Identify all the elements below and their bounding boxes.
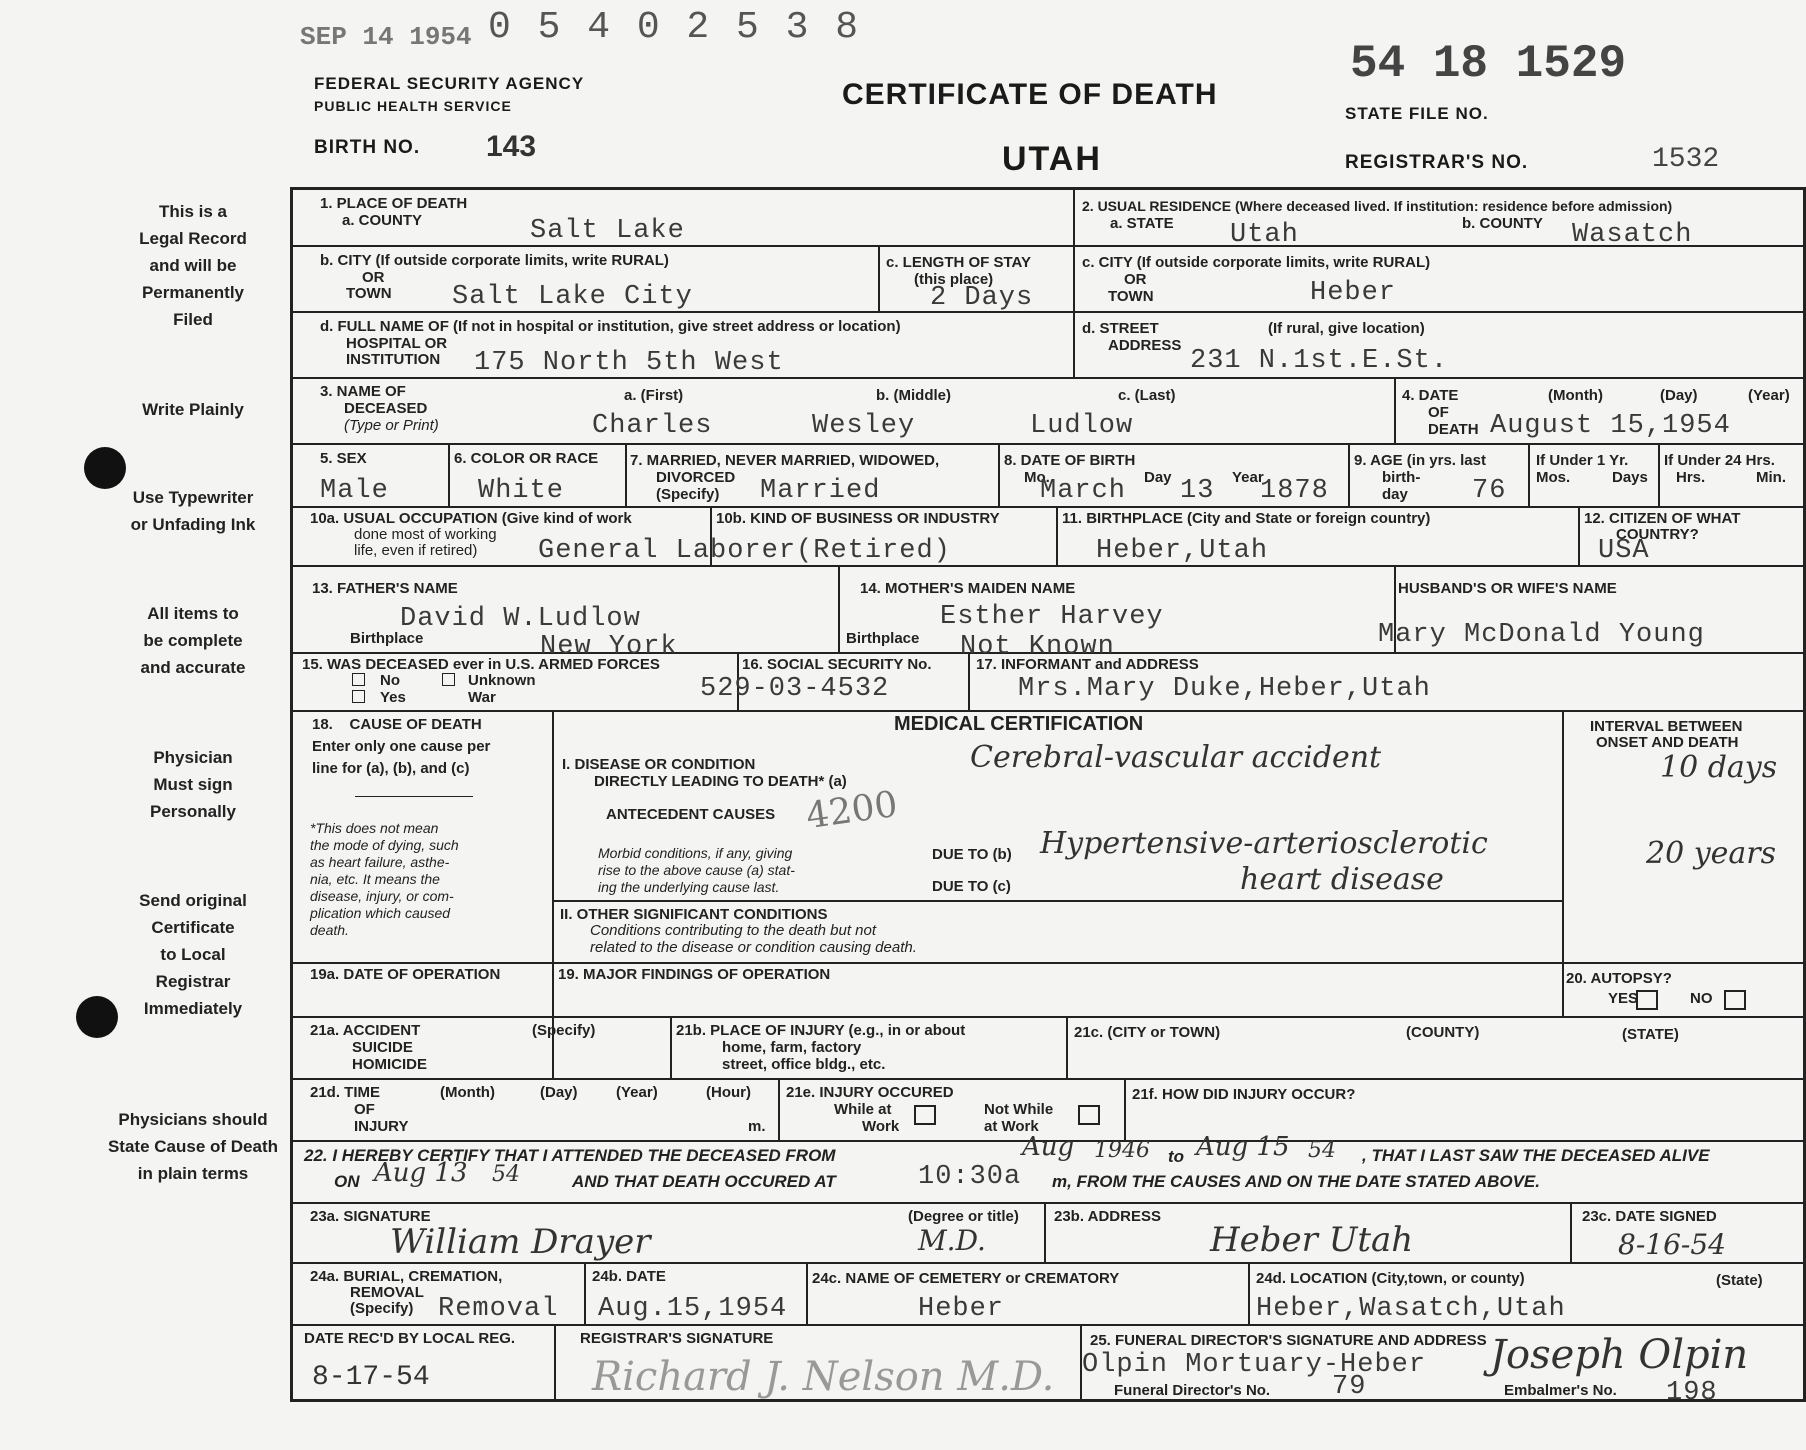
label-dob-mo: Mo. xyxy=(1024,469,1050,486)
label-length-of-stay: c. LENGTH OF STAY xyxy=(886,254,1032,271)
value-interval-a: 10 days xyxy=(1660,750,1778,785)
label-injury-hour: (Hour) xyxy=(706,1084,751,1101)
label-other-conditions-3: related to the disease or condition causing death. xyxy=(590,939,917,956)
checkbox-autopsy-no[interactable] xyxy=(1724,990,1746,1010)
label-injury-year: (Year) xyxy=(616,1084,658,1101)
value-degree: M.D. xyxy=(918,1224,986,1257)
value-age: 76 xyxy=(1472,476,1507,506)
value-ssn: 529-03-4532 xyxy=(700,674,890,704)
label-funeral-director-no: Funeral Director's No. xyxy=(1114,1382,1271,1399)
value-disposition-date: Aug.15,1954 xyxy=(598,1294,788,1324)
value-cause-b: Hypertensive-arteriosclerotic xyxy=(1040,826,1488,861)
label-cause-of-death: 18. CAUSE OF DEATH xyxy=(312,716,482,733)
label-while-at: While at xyxy=(834,1101,892,1118)
label-major-findings: 19. MAJOR FINDINGS OF OPERATION xyxy=(558,966,831,983)
value-city: Salt Lake City xyxy=(452,282,693,312)
value-res-state: Utah xyxy=(1230,220,1299,250)
label-accident: 21a. ACCIDENT xyxy=(310,1022,421,1039)
value-death-date: August 15,1954 xyxy=(1490,411,1731,441)
label-time-of-injury: 21d. TIME xyxy=(310,1084,381,1101)
label-armed-unknown: Unknown xyxy=(468,672,536,689)
value-res-county: Wasatch xyxy=(1572,220,1693,250)
label-min: Min. xyxy=(1756,469,1786,486)
label-hrs: Hrs. xyxy=(1676,469,1706,486)
value-funeral-director-no: 79 xyxy=(1332,1372,1367,1402)
label-under-1-yr: If Under 1 Yr. xyxy=(1536,452,1629,469)
label-res-county: b. COUNTY xyxy=(1462,215,1543,232)
label-name-of: 3. NAME OF xyxy=(320,383,406,400)
label-on: ON xyxy=(334,1172,360,1191)
label-father: 13. FATHER'S NAME xyxy=(312,580,458,597)
checkbox-armed-yes[interactable] xyxy=(352,690,365,703)
label-address: ADDRESS xyxy=(1108,337,1182,354)
label-due-to-c: DUE TO (c) xyxy=(932,878,1011,895)
sidebar-legal-record: This is a Legal Record and will be Permanently Filed xyxy=(139,202,247,329)
label-location: 24d. LOCATION (City,town, or county) xyxy=(1256,1270,1525,1287)
label-injury-month: (Month) xyxy=(440,1084,495,1101)
label-date-of: OF xyxy=(1428,404,1449,421)
label-certify: 22. I HEREBY CERTIFY THAT I ATTENDED THE DECEASED FROM xyxy=(304,1146,836,1165)
registrars-label: REGISTRAR'S NO. xyxy=(1345,152,1529,173)
value-interval-b: 20 years xyxy=(1646,836,1777,871)
label-occupation: 10a. USUAL OCCUPATION (Give kind of work xyxy=(310,510,632,527)
label-at-work: at Work xyxy=(984,1118,1039,1135)
label-disease: I. DISEASE OR CONDITION xyxy=(562,756,756,773)
value-father: David W.Ludlow xyxy=(400,604,641,634)
label-father-birthplace: Birthplace xyxy=(350,630,424,647)
label-last-saw: , THAT I LAST SAW THE DECEASED ALIVE xyxy=(1362,1146,1710,1165)
value-location: Heber,Wasatch,Utah xyxy=(1256,1294,1566,1324)
label-this-place: (this place) xyxy=(914,271,994,288)
label-mos: Mos. xyxy=(1536,469,1571,486)
value-code: 4200 xyxy=(803,783,901,838)
value-cemetery: Heber xyxy=(918,1294,1005,1324)
value-father-birthplace: New York xyxy=(540,632,678,662)
label-dob-year: Year xyxy=(1232,469,1264,486)
label-directly-leading: DIRECTLY LEADING TO DEATH* (a) xyxy=(594,773,847,790)
label-hospital-or: HOSPITAL OR xyxy=(346,335,448,352)
value-funeral-director-signature: Joseph Olpin xyxy=(1490,1332,1749,1378)
label-cemetery: 24c. NAME OF CEMETERY or CREMATORY xyxy=(812,1270,1120,1287)
sidebar-typewriter: Use Typewriter or Unfading Ink xyxy=(130,488,256,534)
checkbox-armed-unknown[interactable] xyxy=(442,673,455,686)
value-death-time: 10:30a xyxy=(918,1162,1022,1192)
value-last-name: Ludlow xyxy=(1030,411,1134,441)
label-homicide: HOMICIDE xyxy=(352,1056,427,1073)
value-attend-to-year: 54 xyxy=(1308,1138,1336,1163)
label-autopsy: 20. AUTOPSY? xyxy=(1566,970,1672,987)
value-birth-year: 1878 xyxy=(1260,476,1329,506)
value-funeral-home: Olpin Mortuary-Heber xyxy=(1082,1350,1427,1380)
value-county: Salt Lake xyxy=(530,216,685,246)
state-file-number: 54 18 1529 xyxy=(1350,38,1627,90)
registrars-number: 1532 xyxy=(1652,144,1720,175)
label-type-or-print: (Type or Print) xyxy=(344,417,439,434)
label-suicide: SUICIDE xyxy=(352,1039,413,1056)
label-interval: INTERVAL BETWEEN xyxy=(1590,718,1743,735)
label-from-causes: m, FROM THE CAUSES AND ON THE DATE STATED ABOVE. xyxy=(1052,1172,1540,1191)
label-res-or: OR xyxy=(1124,271,1147,288)
label-injury-city: 21c. (CITY or TOWN) xyxy=(1074,1024,1221,1041)
label-middle: b. (Middle) xyxy=(876,387,951,404)
sidebar-physician-sign: Physician Must sign Personally xyxy=(150,748,236,821)
agency-service: PUBLIC HEALTH SERVICE xyxy=(314,98,512,114)
value-cause-c: heart disease xyxy=(1240,862,1444,897)
label-degree: (Degree or title) xyxy=(908,1208,1019,1225)
label-cause-instruction: Enter only one cause per xyxy=(312,738,491,755)
label-city-or: OR xyxy=(362,269,385,286)
label-ssn: 16. SOCIAL SECURITY No. xyxy=(742,656,932,673)
label-other-conditions-2: Conditions contributing to the death but not xyxy=(590,922,877,939)
label-injury-day: (Day) xyxy=(540,1084,578,1101)
label-year: (Year) xyxy=(1748,387,1790,404)
value-birth-month: March xyxy=(1040,476,1127,506)
label-mother-birthplace: Birthplace xyxy=(846,630,920,647)
label-county: a. COUNTY xyxy=(342,212,423,229)
label-sex: 5. SEX xyxy=(320,450,367,467)
value-race: White xyxy=(478,476,565,506)
checkbox-while-at-work[interactable] xyxy=(914,1105,936,1125)
label-injury-m: m. xyxy=(748,1118,766,1135)
label-institution: d. FULL NAME OF (If not in hospital or institution, give street address or location) xyxy=(320,318,901,335)
label-place-of-death: 1. PLACE OF DEATH xyxy=(320,195,468,212)
value-last-seen-year: 54 xyxy=(492,1162,520,1187)
label-mother: 14. MOTHER'S MAIDEN NAME xyxy=(860,580,1076,597)
label-informant: 17. INFORMANT and ADDRESS xyxy=(976,656,1199,673)
label-how-injury: 21f. HOW DID INJURY OCCUR? xyxy=(1132,1086,1356,1103)
value-attend-from: Aug xyxy=(1022,1132,1075,1162)
value-street: 231 N.1st.E.St. xyxy=(1190,346,1449,376)
label-death-occurred-at: AND THAT DEATH OCCURED AT xyxy=(572,1172,836,1191)
value-birth-day: 13 xyxy=(1180,476,1215,506)
label-signature: 23a. SIGNATURE xyxy=(310,1208,431,1225)
birth-no-label: BIRTH NO. xyxy=(314,137,421,158)
label-armed-war: War xyxy=(468,689,496,706)
label-specify: (Specify) xyxy=(656,486,720,503)
label-citizen-2: COUNTRY? xyxy=(1616,526,1699,543)
label-place-of-injury-3: street, office bldg., etc. xyxy=(722,1056,886,1073)
label-res-town: TOWN xyxy=(1108,288,1154,305)
value-institution: 175 North 5th West xyxy=(474,348,784,378)
value-occupation: General Laborer(Retired) xyxy=(538,536,951,566)
birth-number: 143 xyxy=(486,130,537,163)
label-time-of: OF xyxy=(354,1101,375,1118)
sidebar-send-original: Send original Certificate to Local Registrar Immediately xyxy=(139,891,247,1018)
label-first: a. (First) xyxy=(624,387,684,404)
label-autopsy-no: NO xyxy=(1690,990,1713,1007)
label-certify-to: to xyxy=(1168,1147,1185,1166)
label-marital: 7. MARRIED, NEVER MARRIED, WIDOWED, xyxy=(630,452,940,469)
label-work: Work xyxy=(862,1118,900,1135)
value-embalmer-no: 198 xyxy=(1666,1378,1718,1408)
value-mother: Esther Harvey xyxy=(940,602,1164,632)
label-injury-state: (STATE) xyxy=(1622,1026,1679,1043)
label-city-town: TOWN xyxy=(346,285,392,302)
value-citizen: USA xyxy=(1598,536,1650,566)
serial-number-stamp: 0 5 4 0 2 5 3 8 xyxy=(488,6,861,49)
value-physician-address: Heber Utah xyxy=(1210,1220,1414,1260)
label-occupation-3: life, even if retired) xyxy=(354,542,478,559)
label-last: c. (Last) xyxy=(1118,387,1176,404)
label-race: 6. COLOR OR RACE xyxy=(454,450,599,467)
label-occupation-2: done most of working xyxy=(354,526,497,543)
label-armed-yes: Yes xyxy=(380,689,406,706)
label-place-of-injury-2: home, farm, factory xyxy=(722,1039,862,1056)
label-date-signed: 23c. DATE SIGNED xyxy=(1582,1208,1717,1225)
label-accident-specify: (Specify) xyxy=(532,1022,596,1039)
checkbox-not-while-at-work[interactable] xyxy=(1078,1105,1100,1125)
label-autopsy-yes: YES xyxy=(1608,990,1639,1007)
label-not-while: Not While xyxy=(984,1101,1054,1118)
label-physician-address: 23b. ADDRESS xyxy=(1054,1208,1161,1225)
received-date-stamp: SEP 14 1954 xyxy=(300,22,472,52)
label-date-received: DATE REC'D BY LOCAL REG. xyxy=(304,1330,516,1347)
label-street: d. STREET xyxy=(1082,320,1159,337)
value-middle-name: Wesley xyxy=(812,411,916,441)
label-deceased: DECEASED xyxy=(344,400,428,417)
label-embalmer-no: Embalmer's No. xyxy=(1504,1382,1617,1399)
label-armed-forces: 15. WAS DECEASED ever in U.S. ARMED FORCES xyxy=(302,656,660,673)
label-divorced: DIVORCED xyxy=(656,469,736,486)
value-date-signed: 8-16-54 xyxy=(1618,1228,1726,1261)
label-age: 9. AGE (in yrs. last xyxy=(1354,452,1486,469)
value-attend-to: Aug 15 xyxy=(1196,1132,1290,1162)
state-title: UTAH xyxy=(1002,140,1102,178)
value-sex: Male xyxy=(320,476,389,506)
sidebar-write-plainly: Write Plainly xyxy=(142,400,244,419)
label-birthplace: 11. BIRTHPLACE (City and State or foreign country) xyxy=(1062,510,1431,527)
label-dob-day: Day xyxy=(1144,469,1172,486)
label-day: (Day) xyxy=(1660,387,1698,404)
label-location-state: (State) xyxy=(1716,1272,1763,1289)
label-time-injury: INJURY xyxy=(354,1118,409,1135)
label-residence: 2. USUAL RESIDENCE (Where deceased lived. If institution: residence before admission) xyxy=(1082,198,1673,214)
label-armed-no: No xyxy=(380,672,400,689)
agency-name: FEDERAL SECURITY AGENCY xyxy=(314,74,585,93)
checkbox-autopsy-yes[interactable] xyxy=(1636,990,1658,1010)
label-res-state: a. STATE xyxy=(1110,215,1174,232)
page-title: CERTIFICATE OF DEATH xyxy=(842,78,1218,111)
value-spouse: Mary McDonald Young xyxy=(1378,620,1705,650)
label-medical-certification: MEDICAL CERTIFICATION xyxy=(894,713,1144,735)
checkbox-armed-no[interactable] xyxy=(352,673,365,686)
label-injury-county: (COUNTY) xyxy=(1406,1024,1480,1041)
label-burial-specify: (Specify) xyxy=(350,1300,414,1317)
label-age-day: day xyxy=(1382,486,1408,503)
hole-punch-top xyxy=(84,447,126,489)
label-other-conditions: II. OTHER SIGNIFICANT CONDITIONS xyxy=(560,906,828,923)
value-attend-from-year: 1946 xyxy=(1094,1138,1150,1163)
label-funeral-director: 25. FUNERAL DIRECTOR'S SIGNATURE AND ADDRESS xyxy=(1090,1332,1487,1349)
label-burial: 24a. BURIAL, CREMATION, xyxy=(310,1268,503,1285)
value-registrar-signature: Richard J. Nelson M.D. xyxy=(592,1354,1055,1400)
sidebar-cause-plain: Physicians should State Cause of Death in plain terms xyxy=(107,1110,279,1183)
label-days: Days xyxy=(1612,469,1648,486)
label-city: b. CITY (If outside corporate limits, write RURAL) xyxy=(320,252,669,269)
state-file-label: STATE FILE NO. xyxy=(1345,104,1489,123)
hole-punch-bottom xyxy=(76,996,118,1038)
value-last-seen: Aug 13 xyxy=(374,1158,468,1188)
label-spouse: HUSBAND'S OR WIFE'S NAME xyxy=(1398,580,1617,597)
sidebar-items-complete: All items to be complete and accurate xyxy=(140,604,246,677)
label-rural-location: (If rural, give location) xyxy=(1268,320,1425,337)
value-disposition: Removal xyxy=(438,1294,559,1324)
value-stay: 2 Days xyxy=(930,283,1034,313)
label-cause-note: *This does not mean the mode of dying, such as heart failure, asthe- nia, etc. It means the disease, injury, or com- plication which caused death. xyxy=(310,820,459,938)
label-registrar-signature: REGISTRAR'S SIGNATURE xyxy=(580,1330,774,1347)
label-place-of-injury: 21b. PLACE OF INJURY (e.g., in or about xyxy=(676,1022,966,1039)
value-mother-birthplace: Not Known xyxy=(960,632,1115,662)
label-age-birth: birth- xyxy=(1382,469,1421,486)
label-antecedent: ANTECEDENT CAUSES xyxy=(606,806,776,823)
label-date-of-death: 4. DATE xyxy=(1402,387,1459,404)
label-due-to-b: DUE TO (b) xyxy=(932,846,1012,863)
value-cause-a: Cerebral-vascular accident xyxy=(970,740,1382,775)
label-injury-occurred: 21e. INJURY OCCURED xyxy=(786,1084,954,1101)
label-business: 10b. KIND OF BUSINESS OR INDUSTRY xyxy=(716,510,1000,527)
label-cause-instruction-2: line for (a), (b), and (c) xyxy=(312,760,470,777)
value-date-received: 8-17-54 xyxy=(312,1362,430,1393)
label-institution-2: INSTITUTION xyxy=(346,351,441,368)
label-date-of-operation: 19a. DATE OF OPERATION xyxy=(310,966,501,983)
value-res-city: Heber xyxy=(1310,278,1397,308)
label-interval-2: ONSET AND DEATH xyxy=(1596,734,1739,751)
label-removal: REMOVAL xyxy=(350,1284,424,1301)
label-citizen: 12. CITIZEN OF WHAT xyxy=(1584,510,1741,527)
label-under-24-hrs: If Under 24 Hrs. xyxy=(1664,452,1775,469)
value-first-name: Charles xyxy=(592,411,713,441)
value-signature: William Drayer xyxy=(390,1222,651,1262)
label-dob: 8. DATE OF BIRTH xyxy=(1004,452,1136,469)
value-marital: Married xyxy=(760,476,881,506)
value-birthplace: Heber,Utah xyxy=(1096,536,1269,566)
value-informant: Mrs.Mary Duke,Heber,Utah xyxy=(1018,674,1431,704)
label-burial-date: 24b. DATE xyxy=(592,1268,666,1285)
label-date-death: DEATH xyxy=(1428,421,1479,438)
label-morbid: Morbid conditions, if any, giving rise to the above cause (a) stat- ing the underlying cause last. xyxy=(598,845,795,895)
label-month: (Month) xyxy=(1548,387,1603,404)
label-res-city: c. CITY (If outside corporate limits, write RURAL) xyxy=(1082,254,1431,271)
